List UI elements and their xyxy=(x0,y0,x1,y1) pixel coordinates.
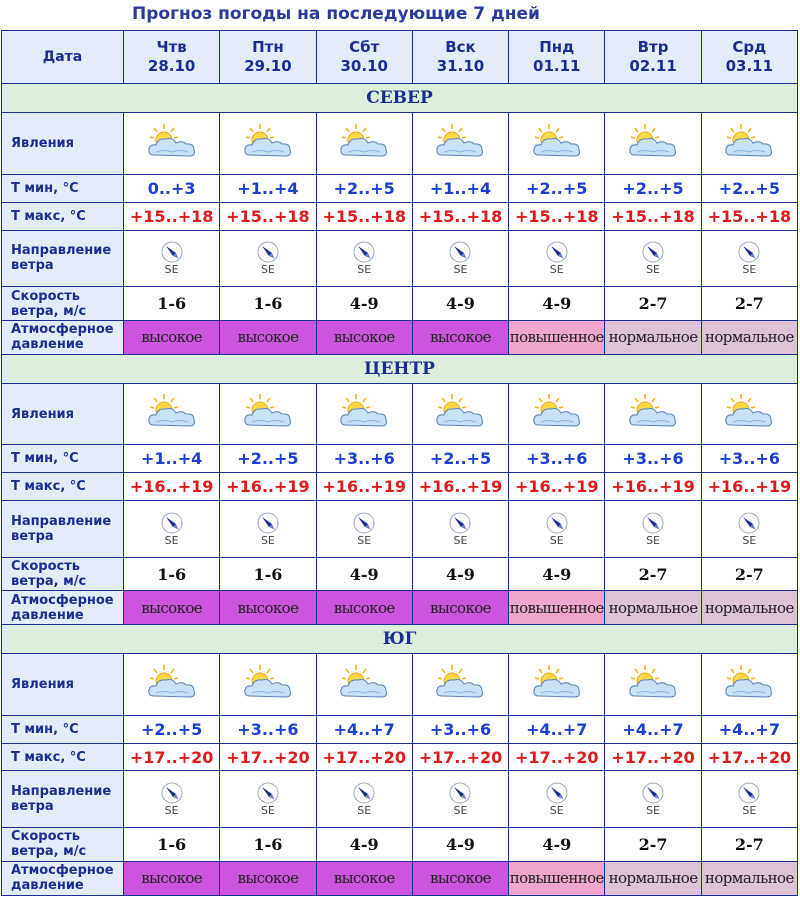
wind-direction-row xyxy=(2,500,798,557)
row-label-text: Т макс, °С xyxy=(11,479,86,495)
wind-direction-row xyxy=(2,771,798,828)
tmax-value: +16..+19 xyxy=(316,473,412,501)
wind-direction-value: SE xyxy=(646,263,661,277)
compass-arrow-icon xyxy=(509,240,604,264)
pressure-value: высокое xyxy=(316,591,412,625)
region-name: ЮГ xyxy=(2,625,798,654)
sun-behind-cloud-icon xyxy=(142,147,202,166)
row-label-text: ветра, м/с xyxy=(11,574,87,589)
tmax-value: +16..+19 xyxy=(509,473,605,501)
wind-speed-row xyxy=(2,557,798,591)
wind-direction-value: SE xyxy=(164,263,179,277)
wind-direction-cell xyxy=(605,230,701,287)
phenomena-row xyxy=(2,383,798,445)
pressure-value: нормальное xyxy=(701,591,797,625)
pressure-row xyxy=(2,861,798,895)
wind-direction-value: SE xyxy=(742,263,757,277)
wind-direction-cell xyxy=(412,771,508,828)
row-label xyxy=(2,828,124,862)
wind-direction-cell xyxy=(509,771,605,828)
wind-speed-value: 4-9 xyxy=(412,557,508,591)
row-label-text: Направление xyxy=(11,513,112,529)
wind-direction-value: SE xyxy=(453,804,468,818)
row-label xyxy=(2,287,124,321)
day-name: Птн xyxy=(252,38,284,57)
region-name: ЦЕНТР xyxy=(2,354,798,383)
wind-speed-value: 1-6 xyxy=(124,557,220,591)
tmin-value: +1..+4 xyxy=(124,445,220,473)
day-date: 01.11 xyxy=(533,57,581,76)
wind-direction-value: SE xyxy=(453,533,468,547)
wind-direction-row xyxy=(2,230,798,287)
day-name: Втр xyxy=(637,38,669,57)
row-label xyxy=(2,230,124,287)
phenomena-cell xyxy=(316,383,412,445)
wind-direction-cell xyxy=(509,500,605,557)
wind-direction-cell xyxy=(316,230,412,287)
sun-behind-cloud-icon xyxy=(238,417,298,436)
pressure-value: высокое xyxy=(220,591,316,625)
region-row xyxy=(2,354,798,383)
pressure-value: высокое xyxy=(124,591,220,625)
row-label xyxy=(2,321,124,355)
page-title: Прогноз погоды на последующие 7 дней xyxy=(132,4,540,24)
wind-speed-value: 4-9 xyxy=(509,287,605,321)
tmin-row xyxy=(2,445,798,473)
tmax-row xyxy=(2,202,798,230)
tmin-value: +2..+5 xyxy=(701,174,797,202)
day-header xyxy=(124,31,220,84)
phenomena-cell xyxy=(701,654,797,716)
phenomena-row xyxy=(2,113,798,175)
day-header xyxy=(316,31,412,84)
wind-direction-value: SE xyxy=(260,533,275,547)
tmin-value: +2..+5 xyxy=(509,174,605,202)
tmin-value: +4..+7 xyxy=(316,715,412,743)
row-label-text: Явления xyxy=(11,677,75,693)
wind-speed-value: 2-7 xyxy=(701,557,797,591)
phenomena-cell xyxy=(509,654,605,716)
compass-arrow-icon xyxy=(124,511,219,535)
phenomena-row xyxy=(2,654,798,716)
wind-direction-cell xyxy=(316,771,412,828)
day-header xyxy=(701,31,797,84)
wind-direction-value: SE xyxy=(646,533,661,547)
wind-speed-value: 4-9 xyxy=(509,828,605,862)
forecast-table xyxy=(1,30,798,896)
wind-direction-value: SE xyxy=(549,804,564,818)
wind-direction-cell xyxy=(701,230,797,287)
day-header xyxy=(509,31,605,84)
tmax-value: +16..+19 xyxy=(605,473,701,501)
compass-arrow-icon xyxy=(702,240,797,264)
row-label xyxy=(2,473,124,501)
region-row xyxy=(2,625,798,654)
compass-arrow-icon xyxy=(413,240,508,264)
row-label-text: Т мин, °С xyxy=(11,451,79,467)
tmin-row xyxy=(2,174,798,202)
pressure-value: высокое xyxy=(124,861,220,895)
tmin-value: +2..+5 xyxy=(605,174,701,202)
day-date: 02.11 xyxy=(629,57,677,76)
compass-arrow-icon xyxy=(605,240,700,264)
wind-direction-cell xyxy=(124,500,220,557)
tmin-value: +3..+6 xyxy=(605,445,701,473)
row-label xyxy=(2,654,124,716)
compass-arrow-icon xyxy=(509,781,604,805)
compass-arrow-icon xyxy=(220,240,315,264)
phenomena-cell xyxy=(412,113,508,175)
wind-direction-value: SE xyxy=(357,533,372,547)
pressure-row xyxy=(2,321,798,355)
tmin-value: +3..+6 xyxy=(412,715,508,743)
wind-speed-value: 4-9 xyxy=(412,287,508,321)
header-row xyxy=(2,31,798,84)
phenomena-cell xyxy=(701,383,797,445)
sun-behind-cloud-icon xyxy=(430,417,490,436)
compass-arrow-icon xyxy=(413,511,508,535)
tmin-value: +2..+5 xyxy=(220,445,316,473)
wind-direction-value: SE xyxy=(742,533,757,547)
region-row xyxy=(2,84,798,113)
sun-behind-cloud-icon xyxy=(334,688,394,707)
tmax-value: +15..+18 xyxy=(412,202,508,230)
phenomena-cell xyxy=(124,113,220,175)
wind-speed-value: 1-6 xyxy=(220,287,316,321)
wind-direction-cell xyxy=(220,230,316,287)
tmin-value: +1..+4 xyxy=(412,174,508,202)
row-label xyxy=(2,383,124,445)
day-header xyxy=(412,31,508,84)
pressure-value: нормальное xyxy=(605,321,701,355)
row-label xyxy=(2,743,124,771)
row-label-text: Т мин, °С xyxy=(11,180,79,196)
wind-speed-value: 1-6 xyxy=(220,828,316,862)
tmin-row xyxy=(2,715,798,743)
wind-speed-value: 4-9 xyxy=(509,557,605,591)
wind-direction-cell xyxy=(220,500,316,557)
sun-behind-cloud-icon xyxy=(238,147,298,166)
wind-speed-value: 2-7 xyxy=(701,287,797,321)
day-name: Чтв xyxy=(156,38,187,57)
row-label-text: давление xyxy=(11,337,84,353)
row-label-text: Атмосферное xyxy=(11,592,114,608)
wind-direction-value: SE xyxy=(260,263,275,277)
day-name: Сбт xyxy=(349,38,380,57)
day-name: Пнд xyxy=(539,38,575,57)
day-name: Вск xyxy=(445,38,476,57)
sun-behind-cloud-icon xyxy=(719,417,779,436)
wind-direction-value: SE xyxy=(357,263,372,277)
pressure-value: нормальное xyxy=(605,861,701,895)
row-label-text: Направление xyxy=(11,243,112,259)
sun-behind-cloud-icon xyxy=(334,417,394,436)
wind-direction-cell xyxy=(220,771,316,828)
compass-arrow-icon xyxy=(702,781,797,805)
compass-arrow-icon xyxy=(220,781,315,805)
sun-behind-cloud-icon xyxy=(527,688,587,707)
tmax-value: +17..+20 xyxy=(605,743,701,771)
sun-behind-cloud-icon xyxy=(623,417,683,436)
phenomena-cell xyxy=(124,654,220,716)
row-label xyxy=(2,113,124,175)
sun-behind-cloud-icon xyxy=(142,688,202,707)
wind-direction-cell xyxy=(701,771,797,828)
compass-arrow-icon xyxy=(605,781,700,805)
day-date: 29.10 xyxy=(244,57,292,76)
phenomena-cell xyxy=(605,383,701,445)
row-label-text: Скорость xyxy=(11,559,80,574)
day-date: 30.10 xyxy=(340,57,388,76)
tmax-value: +15..+18 xyxy=(316,202,412,230)
wind-speed-value: 2-7 xyxy=(701,828,797,862)
tmax-value: +15..+18 xyxy=(124,202,220,230)
wind-speed-value: 1-6 xyxy=(124,287,220,321)
tmax-value: +15..+18 xyxy=(605,202,701,230)
phenomena-cell xyxy=(220,113,316,175)
wind-direction-value: SE xyxy=(549,263,564,277)
sun-behind-cloud-icon xyxy=(623,688,683,707)
tmin-value: +3..+6 xyxy=(316,445,412,473)
wind-direction-cell xyxy=(605,771,701,828)
wind-speed-value: 2-7 xyxy=(605,828,701,862)
day-date: 31.10 xyxy=(436,57,485,76)
row-label xyxy=(2,500,124,557)
wind-speed-value: 1-6 xyxy=(124,828,220,862)
tmin-value: +4..+7 xyxy=(701,715,797,743)
wind-direction-value: SE xyxy=(549,533,564,547)
tmax-value: +17..+20 xyxy=(412,743,508,771)
phenomena-cell xyxy=(220,383,316,445)
row-label-text: Атмосферное xyxy=(11,863,114,879)
sun-behind-cloud-icon xyxy=(719,688,779,707)
wind-direction-value: SE xyxy=(164,533,179,547)
pressure-value: повышенное xyxy=(509,861,605,895)
row-label-text: ветра, м/с xyxy=(11,844,87,860)
row-label xyxy=(2,202,124,230)
sun-behind-cloud-icon xyxy=(623,147,683,166)
row-label-text: Явления xyxy=(11,136,75,152)
row-label-text: Скорость xyxy=(11,829,80,845)
tmax-value: +17..+20 xyxy=(509,743,605,771)
row-label xyxy=(2,715,124,743)
compass-arrow-icon xyxy=(317,511,412,535)
day-name: Срд xyxy=(732,38,767,57)
phenomena-cell xyxy=(124,383,220,445)
tmin-value: +3..+6 xyxy=(220,715,316,743)
wind-speed-value: 4-9 xyxy=(316,557,412,591)
tmin-value: +4..+7 xyxy=(509,715,605,743)
sun-behind-cloud-icon xyxy=(430,688,490,707)
tmin-value: 0..+3 xyxy=(124,174,220,202)
compass-arrow-icon xyxy=(702,511,797,535)
tmin-value: +2..+5 xyxy=(124,715,220,743)
phenomena-cell xyxy=(509,113,605,175)
phenomena-cell xyxy=(605,113,701,175)
phenomena-cell xyxy=(316,113,412,175)
row-label-text: ветра xyxy=(11,528,54,544)
tmax-value: +15..+18 xyxy=(220,202,316,230)
phenomena-cell xyxy=(220,654,316,716)
region-name: СЕВЕР xyxy=(2,84,798,113)
pressure-value: повышенное xyxy=(509,321,605,355)
tmax-row xyxy=(2,473,798,501)
tmax-value: +17..+20 xyxy=(316,743,412,771)
row-label-text: давление xyxy=(11,878,84,894)
day-date: 03.11 xyxy=(725,57,774,76)
sun-behind-cloud-icon xyxy=(527,147,587,166)
wind-direction-cell xyxy=(412,500,508,557)
compass-arrow-icon xyxy=(220,511,315,535)
phenomena-cell xyxy=(412,383,508,445)
tmin-value: +2..+5 xyxy=(412,445,508,473)
sun-behind-cloud-icon xyxy=(238,688,298,707)
pressure-value: нормальное xyxy=(701,861,797,895)
row-label-text: Т макс, °С xyxy=(11,208,86,224)
row-label-text: ветра, м/с xyxy=(11,303,87,319)
pressure-value: повышенное xyxy=(509,591,605,625)
tmax-value: +16..+19 xyxy=(220,473,316,501)
day-header xyxy=(220,31,316,84)
row-label-text: ветра xyxy=(11,799,54,815)
wind-direction-cell xyxy=(412,230,508,287)
pressure-value: нормальное xyxy=(701,321,797,355)
row-label-text: Т макс, °С xyxy=(11,749,86,765)
wind-speed-value: 1-6 xyxy=(220,557,316,591)
pressure-value: высокое xyxy=(316,861,412,895)
wind-direction-cell xyxy=(605,500,701,557)
wind-direction-cell xyxy=(509,230,605,287)
pressure-value: высокое xyxy=(220,321,316,355)
date-header: Дата xyxy=(2,31,124,84)
compass-arrow-icon xyxy=(509,511,604,535)
pressure-value: нормальное xyxy=(605,591,701,625)
wind-direction-cell xyxy=(124,771,220,828)
wind-direction-value: SE xyxy=(164,804,179,818)
row-label xyxy=(2,445,124,473)
tmax-row xyxy=(2,743,798,771)
wind-speed-value: 2-7 xyxy=(605,557,701,591)
compass-arrow-icon xyxy=(605,511,700,535)
row-label xyxy=(2,174,124,202)
sun-behind-cloud-icon xyxy=(430,147,490,166)
wind-direction-value: SE xyxy=(646,804,661,818)
row-label-text: Т мин, °С xyxy=(11,721,79,737)
row-label-text: Скорость xyxy=(11,288,80,304)
pressure-value: высокое xyxy=(220,861,316,895)
pressure-value: высокое xyxy=(316,321,412,355)
phenomena-cell xyxy=(509,383,605,445)
pressure-value: высокое xyxy=(412,591,508,625)
tmax-value: +15..+18 xyxy=(701,202,797,230)
tmin-value: +3..+6 xyxy=(701,445,797,473)
wind-speed-value: 2-7 xyxy=(605,287,701,321)
pressure-value: высокое xyxy=(412,321,508,355)
sun-behind-cloud-icon xyxy=(527,417,587,436)
tmax-value: +17..+20 xyxy=(220,743,316,771)
sun-behind-cloud-icon xyxy=(719,147,779,166)
compass-arrow-icon xyxy=(317,240,412,264)
wind-speed-value: 4-9 xyxy=(316,828,412,862)
tmax-value: +16..+19 xyxy=(701,473,797,501)
tmin-value: +3..+6 xyxy=(509,445,605,473)
day-date: 28.10 xyxy=(147,57,196,76)
pressure-value: высокое xyxy=(124,321,220,355)
compass-arrow-icon xyxy=(413,781,508,805)
wind-direction-value: SE xyxy=(357,804,372,818)
pressure-value: высокое xyxy=(412,861,508,895)
tmin-value: +4..+7 xyxy=(605,715,701,743)
row-label xyxy=(2,861,124,895)
row-label-text: давление xyxy=(11,607,84,623)
phenomena-cell xyxy=(316,654,412,716)
row-label-text: Атмосферное xyxy=(11,322,114,338)
tmax-value: +15..+18 xyxy=(509,202,605,230)
wind-direction-cell xyxy=(124,230,220,287)
sun-behind-cloud-icon xyxy=(334,147,394,166)
wind-direction-value: SE xyxy=(260,804,275,818)
wind-speed-row xyxy=(2,287,798,321)
compass-arrow-icon xyxy=(317,781,412,805)
wind-direction-cell xyxy=(701,500,797,557)
tmin-value: +2..+5 xyxy=(316,174,412,202)
wind-speed-value: 4-9 xyxy=(412,828,508,862)
row-label xyxy=(2,771,124,828)
wind-speed-row xyxy=(2,828,798,862)
compass-arrow-icon xyxy=(124,781,219,805)
wind-direction-cell xyxy=(316,500,412,557)
compass-arrow-icon xyxy=(124,240,219,264)
row-label-text: Направление xyxy=(11,784,112,800)
tmin-value: +1..+4 xyxy=(220,174,316,202)
wind-direction-value: SE xyxy=(453,263,468,277)
row-label xyxy=(2,591,124,625)
pressure-row xyxy=(2,591,798,625)
phenomena-cell xyxy=(605,654,701,716)
day-header xyxy=(605,31,701,84)
wind-direction-value: SE xyxy=(742,804,757,818)
row-label xyxy=(2,557,124,591)
tmax-value: +16..+19 xyxy=(124,473,220,501)
wind-speed-value: 4-9 xyxy=(316,287,412,321)
row-label-text: Явления xyxy=(11,406,75,422)
sun-behind-cloud-icon xyxy=(142,417,202,436)
phenomena-cell xyxy=(701,113,797,175)
phenomena-cell xyxy=(412,654,508,716)
tmax-value: +16..+19 xyxy=(412,473,508,501)
row-label-text: ветра xyxy=(11,258,54,274)
tmax-value: +17..+20 xyxy=(124,743,220,771)
tmax-value: +17..+20 xyxy=(701,743,797,771)
